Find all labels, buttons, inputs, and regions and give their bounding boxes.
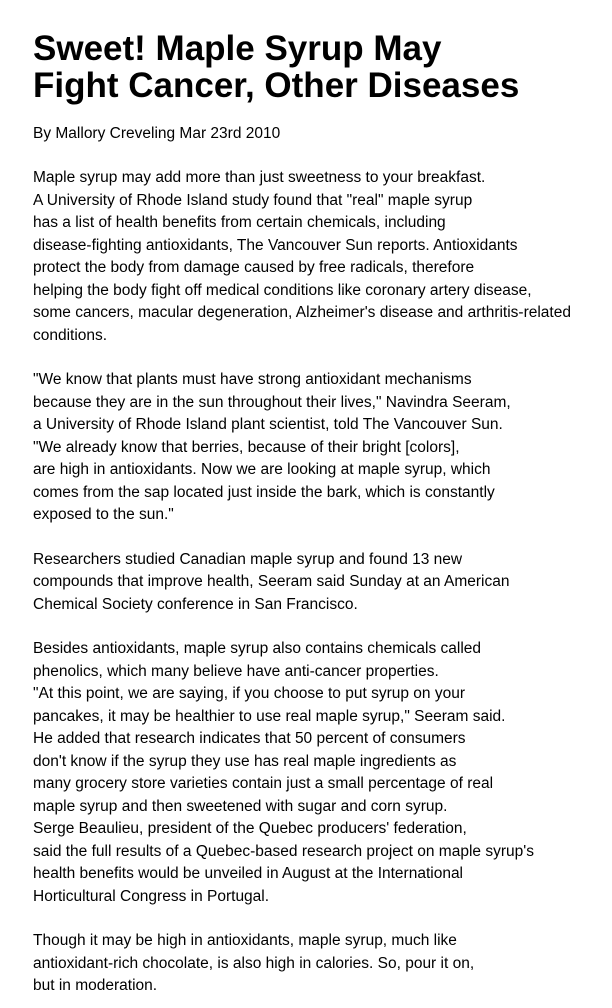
paragraph-line: compounds that improve health, Seeram said Sunday at an American xyxy=(33,573,510,590)
paragraph-line: A University of Rhode Island study found that "real" maple syrup xyxy=(33,191,473,209)
paragraph-line: Besides antioxidants, maple syrup also contains chemicals called xyxy=(33,640,482,657)
paragraph-line: "We know that plants must have strong antioxidant mechanisms xyxy=(33,371,472,388)
paragraph-line: Chemical Society conference in San Francisco. xyxy=(33,595,358,613)
paragraph-line: pancakes, it may be healthier to use real maple syrup," Seeram said. xyxy=(33,707,506,725)
paragraph-line: a University of Rhode Island plant scientist, told The Vancouver Sun. xyxy=(33,416,503,433)
headline-line: Fight Cancer, Other Diseases xyxy=(33,66,520,105)
paragraph-line: "We already know that berries, because of their bright [colors], xyxy=(33,438,460,456)
paragraph-line: many grocery store varieties contain just a small percentage of real xyxy=(33,775,494,792)
paragraph-line: some cancers, macular degeneration, Alzheimer's disease and arthritis-related xyxy=(33,304,571,321)
paragraph-line: antioxidant-rich chocolate, is also high in calories. So, pour it on, xyxy=(33,954,475,972)
paragraph xyxy=(33,930,608,998)
paragraph-line: He added that research indicates that 50 percent of consumers xyxy=(33,730,466,747)
headline xyxy=(33,30,608,104)
paragraph-line: comes from the sap located just inside the bark, which is constantly xyxy=(33,483,495,501)
paragraph xyxy=(33,638,608,908)
paragraph xyxy=(33,549,608,617)
paragraph-line: "At this point, we are saying, if you choose to put syrup on your xyxy=(33,685,465,702)
article-body xyxy=(33,167,608,998)
paragraph-line: are high in antioxidants. Now we are looking at maple syrup, which xyxy=(33,461,491,478)
paragraph-line: disease-fighting antioxidants, The Vancouver Sun reports. Antioxidants xyxy=(33,236,518,254)
headline-line: Sweet! Maple Syrup May xyxy=(33,29,442,68)
paragraph-line: health benefits would be unveiled in August at the International xyxy=(33,865,464,882)
paragraph-line: exposed to the sun." xyxy=(33,506,174,523)
paragraph-line: Researchers studied Canadian maple syrup and found 13 new xyxy=(33,550,463,568)
paragraph-line: Serge Beaulieu, president of the Quebec producers' federation, xyxy=(33,820,467,837)
paragraph-line: conditions. xyxy=(33,326,108,344)
paragraph-line: phenolics, which many believe have anti-cancer properties. xyxy=(33,662,439,680)
article xyxy=(33,30,608,998)
paragraph-line: because they are in the sun throughout their lives," Navindra Seeram, xyxy=(33,393,511,411)
paragraph-line: said the full results of a Quebec-based research project on maple syrup's xyxy=(33,842,534,860)
paragraph-line: Though it may be high in antioxidants, maple syrup, much like xyxy=(33,932,457,949)
paragraph-line: but in moderation. xyxy=(33,977,158,994)
paragraph-line: Horticultural Congress in Portugal. xyxy=(33,887,270,905)
paragraph-line: helping the body fight off medical conditions like coronary artery disease, xyxy=(33,281,532,299)
paragraph-line: has a list of health benefits from certain chemicals, including xyxy=(33,214,446,231)
paragraph-line: protect the body from damage caused by free radicals, therefore xyxy=(33,259,475,276)
paragraph-line: don't know if the syrup they use has real maple ingredients as xyxy=(33,752,457,770)
paragraph-line: maple syrup and then sweetened with sugar and corn syrup. xyxy=(33,797,448,815)
paragraph xyxy=(33,369,608,527)
byline: By Mallory Creveling Mar 23rd 2010 xyxy=(33,125,281,142)
paragraph xyxy=(33,167,608,347)
paragraph-line: Maple syrup may add more than just sweetness to your breakfast. xyxy=(33,169,486,186)
